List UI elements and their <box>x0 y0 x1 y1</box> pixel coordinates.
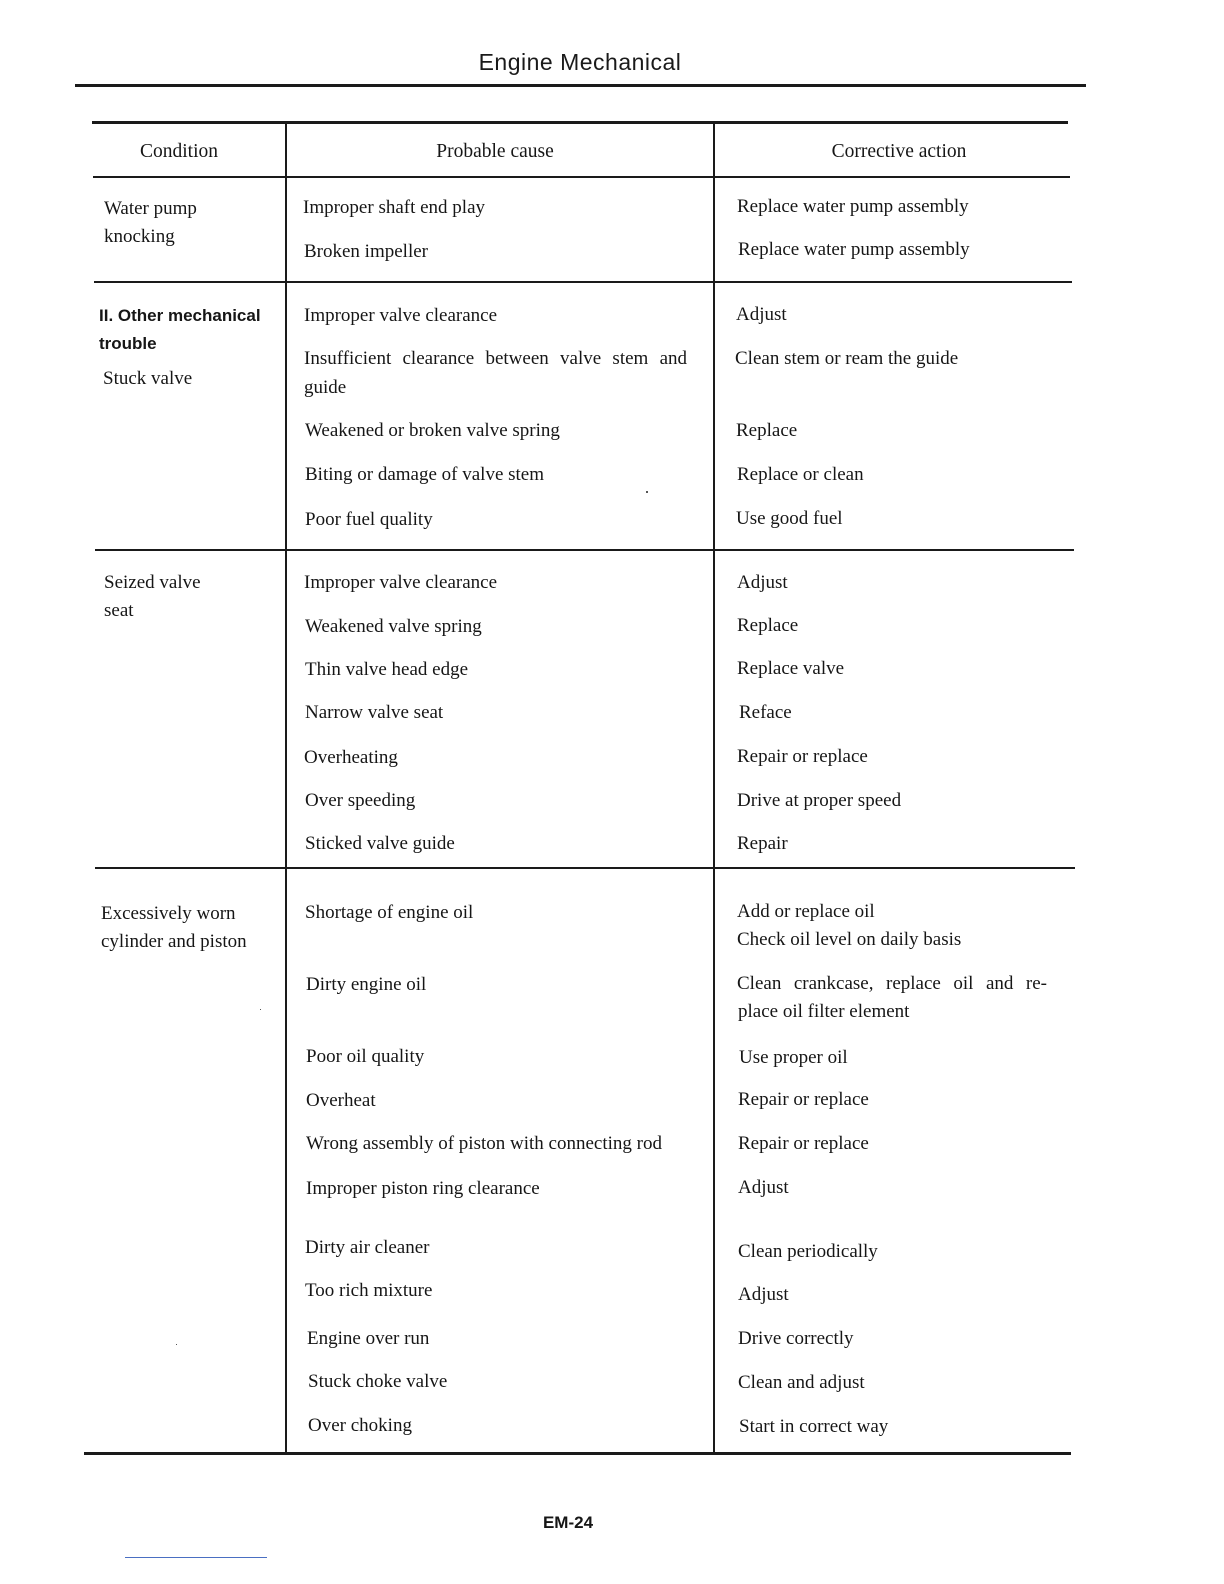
action-text: Add or replace oil <box>737 901 875 922</box>
scan-speck <box>260 1009 261 1010</box>
cause-text: Wrong assembly of piston with connecting rod <box>306 1133 662 1154</box>
cause-text: Biting or damage of valve stem <box>305 464 545 485</box>
column-header-probable-cause: Probable cause <box>436 141 554 162</box>
section-heading: trouble <box>99 334 157 353</box>
cause-text: Improper valve clearance <box>304 572 498 593</box>
cause-text: Stuck choke valve <box>308 1371 448 1392</box>
cause-text: Narrow valve seat <box>305 702 444 723</box>
page-number: EM-24 <box>542 1513 594 1532</box>
cause-text: Broken impeller <box>304 241 428 262</box>
cause-text: Sticked valve guide <box>305 833 455 854</box>
header-bottom-border <box>93 176 1070 178</box>
action-text: Adjust <box>737 572 788 593</box>
section-divider <box>95 549 1074 551</box>
action-text: Drive correctly <box>738 1328 854 1349</box>
action-text: Replace valve <box>737 658 845 679</box>
cause-text: Over choking <box>308 1415 412 1436</box>
cause-text: Weakened or broken valve spring <box>305 420 560 441</box>
cause-text: Over speeding <box>305 790 416 811</box>
section-divider <box>94 281 1072 283</box>
cause-text: Thin valve head edge <box>305 659 469 680</box>
cause-text: Shortage of engine oil <box>305 902 474 923</box>
section-heading: II. Other mechanical <box>99 306 261 325</box>
action-text: Repair <box>737 833 788 854</box>
scan-speck <box>646 491 648 493</box>
condition-label: Stuck valve <box>103 368 193 389</box>
action-text: Drive at proper speed <box>737 790 902 811</box>
table-top-border <box>92 121 1068 124</box>
cause-text: Overheat <box>306 1090 376 1111</box>
condition-label: seat <box>104 600 134 621</box>
scan-speck <box>176 1344 177 1345</box>
cause-text: Dirty air cleaner <box>305 1237 430 1258</box>
footer-link-underline <box>125 1557 267 1558</box>
action-text: Adjust <box>738 1284 789 1305</box>
cause-text: Improper valve clearance <box>304 305 498 326</box>
condition-label: Water pump <box>104 198 197 219</box>
action-text: Replace water pump assembly <box>738 239 970 260</box>
action-text: Repair or replace <box>738 1089 869 1110</box>
action-text: Check oil level on daily basis <box>737 929 962 950</box>
action-text: Use good fuel <box>736 508 843 529</box>
column-header-corrective-action: Corrective action <box>831 141 967 162</box>
action-text: Repair or replace <box>738 1133 869 1154</box>
condition-label: Seized valve <box>104 572 201 593</box>
page-title: Engine Mechanical <box>478 49 682 75</box>
action-text: Use proper oil <box>739 1047 848 1068</box>
action-text: Replace <box>737 615 799 636</box>
cause-text: guide <box>304 377 347 398</box>
title-underline <box>75 84 1086 87</box>
cause-text: Engine over run <box>307 1328 430 1349</box>
action-text: Replace <box>736 420 798 441</box>
action-text: Clean periodically <box>738 1241 878 1262</box>
action-text: place oil filter element <box>738 1001 910 1022</box>
action-text: Adjust <box>738 1177 789 1198</box>
cause-text: Poor oil quality <box>306 1046 425 1067</box>
action-text: Reface <box>739 702 792 723</box>
section-divider <box>95 867 1075 869</box>
action-text: Adjust <box>736 304 787 325</box>
table-bottom-border <box>84 1452 1071 1455</box>
action-text: Clean and adjust <box>738 1372 865 1393</box>
action-text: Repair or replace <box>737 746 868 767</box>
action-text: Start in correct way <box>739 1416 889 1437</box>
condition-label: cylinder and piston <box>101 931 247 952</box>
column-header-condition: Condition <box>139 141 218 162</box>
cause-text: Weakened valve spring <box>305 616 482 637</box>
cause-text: Improper shaft end play <box>303 197 486 218</box>
cause-text: Insufficient clearance between valve stem and <box>304 348 687 369</box>
condition-label: knocking <box>104 226 175 247</box>
condition-label: Excessively worn <box>101 903 236 924</box>
action-text: Replace water pump assembly <box>737 196 969 217</box>
action-text: Clean crankcase, replace oil and re- <box>737 973 1047 994</box>
column-divider-right <box>713 121 715 1454</box>
action-text: Replace or clean <box>737 464 864 485</box>
cause-text: Overheating <box>304 747 398 768</box>
cause-text: Too rich mixture <box>305 1280 433 1301</box>
column-divider-left <box>285 121 287 1454</box>
cause-text: Poor fuel quality <box>305 509 433 530</box>
cause-text: Improper piston ring clearance <box>306 1178 540 1199</box>
cause-text: Dirty engine oil <box>306 974 427 995</box>
action-text: Clean stem or ream the guide <box>735 348 959 369</box>
